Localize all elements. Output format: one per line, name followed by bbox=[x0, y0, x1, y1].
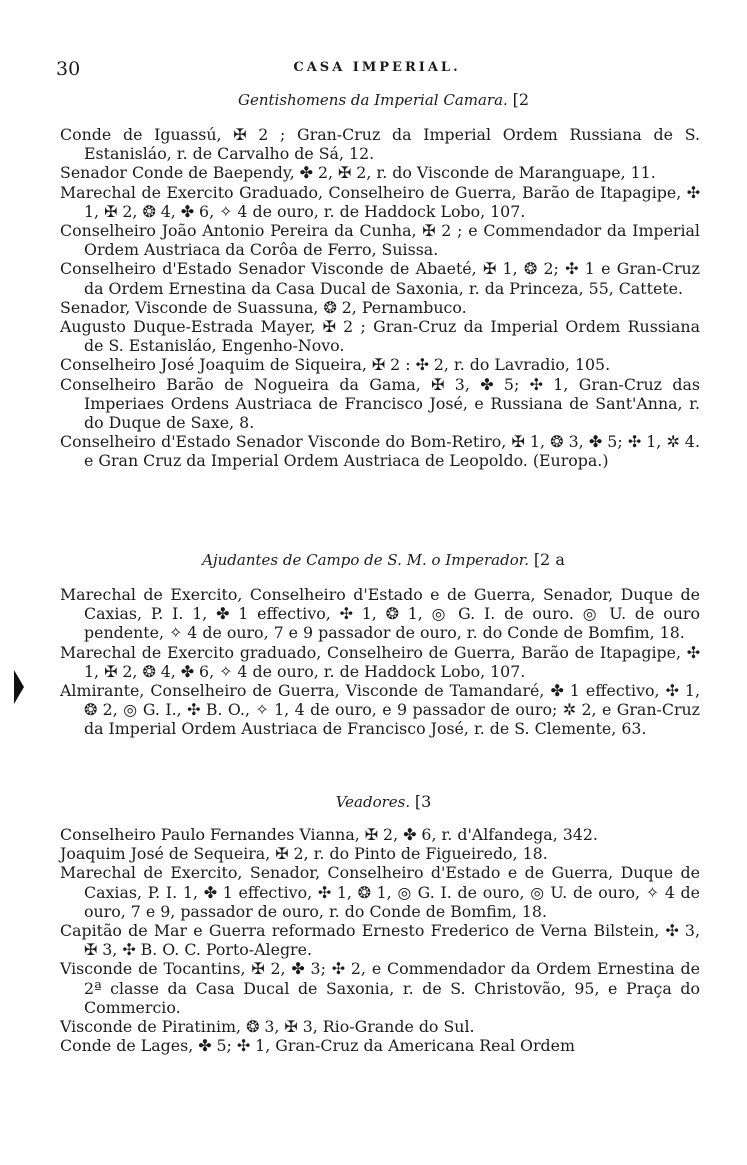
entry: Marechal de Exercito, Senador, Conselheiro d'Estado e de Guerra, Duque de Caxias, P. I. 1, ✤ 1 effectivo, ✣ 1, ❂ 1, ◎ G. I. de ouro, ◎ U. de ouro, ✧ 4 de ouro, 7 e 9, passador de ouro, r. do Conde de Bomfim, 18. bbox=[60, 863, 700, 921]
entry: Senador Conde de Baependy, ✤ 2, ✠ 2, r. do Visconde de Maranguape, 11. bbox=[60, 163, 656, 183]
page-number: 30 bbox=[56, 58, 81, 80]
section-count: [2 a bbox=[533, 550, 565, 569]
entry: Joaquim José de Sequeira, ✠ 2, r. do Pinto de Figueiredo, 18. bbox=[60, 844, 548, 864]
entry: Senador, Visconde de Suassuna, ❂ 2, Pernambuco. bbox=[60, 297, 467, 317]
section-title-text: Gentishomens da Imperial Camara. bbox=[237, 91, 508, 109]
entry: Conselheiro d'Estado Senador Visconde do Bom-Retiro, ✠ 1, ❂ 3, ✤ 5; ✣ 1, ✲ 4. e Gran Cruz da Imperial Ordem Austriaca de Leopoldo. (Europa.) bbox=[60, 432, 700, 471]
entry: Augusto Duque-Estrada Mayer, ✠ 2 ; Gran-Cruz da Imperial Ordem Russiana de S. Estanisláo, Engenho-Novo. bbox=[60, 317, 700, 356]
entry: Conselheiro d'Estado Senador Visconde de Abaeté, ✠ 1, ❂ 2; ✣ 1 e Gran-Cruz da Ordem Ernestina da Casa Ducal de Saxonia, r. da Princeza, 55, Cattete. bbox=[60, 259, 700, 298]
entry: Conselheiro Barão de Nogueira da Gama, ✠ 3, ✤ 5; ✣ 1, Gran-Cruz das Imperiaes Ordens Austriaca de Francisco José, e Russiana de Sant'Anna, r. do Duque de Saxe, 8. bbox=[60, 374, 700, 433]
entry: Marechal de Exercito, Conselheiro d'Estado e de Guerra, Senador, Duque de Caxias, P. I. 1, ✤ 1 effectivo, ✣ 1, ❂ 1, ◎ G. I. de ouro. ◎ U. de ouro pendente, ✧ 4 de ouro, 7 e 9 passador de ouro, r. do Conde de Bomfim, 18. bbox=[60, 585, 700, 643]
section-title-gentishomens bbox=[60, 90, 707, 109]
entry: Conselheiro José Joaquim de Siqueira, ✠ 2 : ✣ 2, r. do Lavradio, 105. bbox=[60, 355, 611, 375]
entry: Conde de Iguassú, ✠ 2 ; Gran-Cruz da Imperial Ordem Russiana de S. Estanisláo, r. de Carvalho de Sá, 12. bbox=[60, 125, 700, 164]
section-title-ajudantes bbox=[60, 550, 707, 569]
entry: Almirante, Conselheiro de Guerra, Visconde de Tamandaré, ✤ 1 effectivo, ✣ 1, ❂ 2, ◎ G. I., ✣ B. O., ✧ 1, 4 de ouro, e 9 passador de ouro; ✲ 2, e Gran-Cruz da Imperial Ordem Austriaca de Francisco José, r. de S. Clemente, 63. bbox=[60, 681, 700, 739]
section-title-text: Ajudantes de Campo de S. M. o Imperador. bbox=[202, 551, 530, 569]
entry: Conde de Lages, ✤ 5; ✣ 1, Gran-Cruz da Americana Real Ordem bbox=[60, 1036, 575, 1056]
entry: Marechal de Exercito graduado, Conselheiro de Guerra, Barão de Itapagipe, ✣ 1, ✠ 2, ❂ 4, ✤ 6, ✧ 4 de ouro, r. de Haddock Lobo, 107. bbox=[60, 642, 700, 681]
running-header bbox=[56, 58, 698, 82]
entry: Capitão de Mar e Guerra reformado Ernesto Frederico de Verna Bilstein, ✣ 3, ✠ 3, ✣ B. O. C. Porto-Alegre. bbox=[60, 921, 700, 960]
entry: Visconde de Piratinim, ❂ 3, ✠ 3, Rio-Grande do Sul. bbox=[60, 1017, 475, 1037]
entries-gentishomens bbox=[60, 125, 700, 471]
entry: Conselheiro Paulo Fernandes Vianna, ✠ 2, ✤ 6, r. d'Alfandega, 342. bbox=[60, 825, 598, 844]
margin-marker-triangle bbox=[14, 670, 24, 704]
section-title-veadores bbox=[60, 792, 707, 811]
entries-ajudantes bbox=[60, 585, 700, 739]
running-title: CASA IMPERIAL. bbox=[293, 60, 461, 75]
section-count: [2 bbox=[512, 90, 530, 109]
section-count: [3 bbox=[414, 792, 432, 811]
entry: Visconde de Tocantins, ✠ 2, ✤ 3; ✣ 2, e Commendador da Ordem Ernestina de 2ª classe da Casa Ducal de Saxonia, r. de S. Christovão, 95, e Praça do Commercio. bbox=[60, 959, 700, 1017]
entry: Marechal de Exercito Graduado, Conselheiro de Guerra, Barão de Itapagipe, ✣ 1, ✠ 2, ❂ 4, ✤ 6, ✧ 4 de ouro, r. de Haddock Lobo, 107. bbox=[60, 182, 700, 221]
entry: Conselheiro João Antonio Pereira da Cunha, ✠ 2 ; e Commendador da Imperial Ordem Austriaca da Corôa de Ferro, Suissa. bbox=[60, 221, 700, 260]
entries-veadores bbox=[60, 825, 700, 1055]
section-title-text: Veadores. bbox=[335, 793, 411, 811]
